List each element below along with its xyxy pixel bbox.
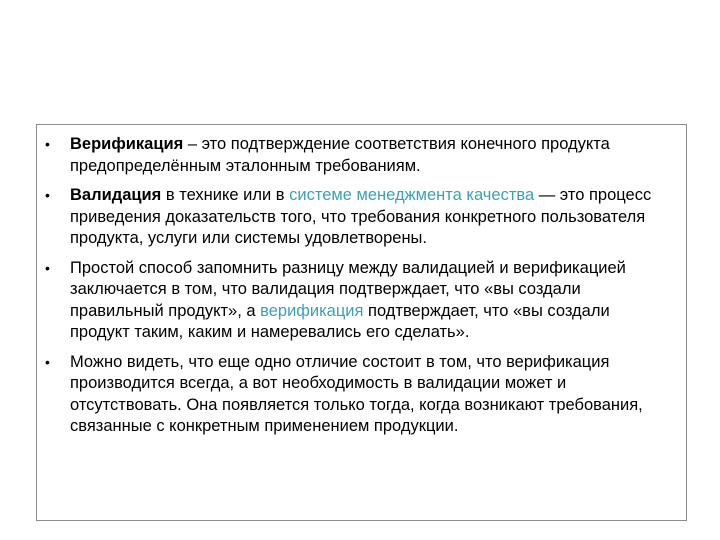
content-text-box xyxy=(36,124,687,521)
bullet-marker: • xyxy=(45,187,50,203)
link-quality-management-system[interactable]: системе менеджмента качества xyxy=(289,186,535,204)
definition-verification: – это подтверждение соответствия конечного продукта предопределённым эталонным требованиям. xyxy=(70,135,610,175)
bullet-item-another-difference xyxy=(37,352,672,438)
bullet-item-difference xyxy=(37,258,672,344)
another-difference-text: Можно видеть, что еще одно отличие состоит в том, что верификация производится всегда, а вот необходимость в валидации может и отсутствовать. Она появляется только тогда, когда возникают требования, связанные с конкретным применением продукции. xyxy=(70,352,643,435)
bullet-marker: • xyxy=(45,353,50,370)
bullet-item-validation xyxy=(37,185,672,250)
term-verification: Верификация xyxy=(70,135,184,153)
bullet-marker: • xyxy=(45,136,50,152)
validation-text-after: — это процесс приведения доказательств того, что требования конкретного пользователя продукта, услуги или системы удовлетворены. xyxy=(70,186,652,247)
validation-text-before: в технике или в xyxy=(161,186,290,204)
link-verification[interactable]: верификация xyxy=(260,301,364,320)
bullet-list xyxy=(37,134,672,438)
difference-text-after: подтверждает, что «вы создали продукт таким, каким и намеревались его сделать». xyxy=(70,301,610,341)
difference-text-before: Простой способ запомнить разницу между валидацией и верификацией заключается в том, что валидация подтверждает, что «вы создали правильный продукт», а xyxy=(70,258,626,320)
bullet-item-verification xyxy=(37,134,672,177)
bullet-marker: • xyxy=(45,259,50,276)
term-validation: Валидация xyxy=(70,186,162,204)
